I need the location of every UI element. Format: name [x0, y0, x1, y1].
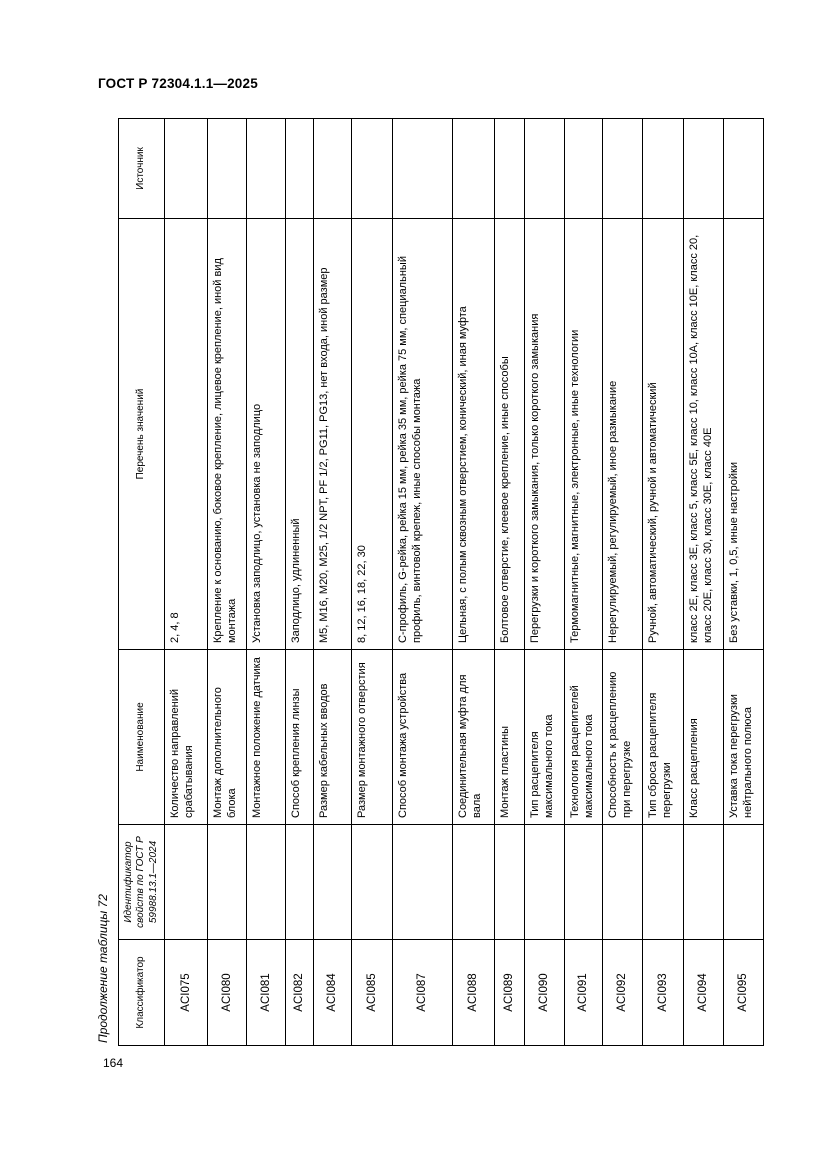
table-row	[352, 119, 393, 1046]
cell-name: Количество направлений срабатывания	[165, 650, 208, 825]
cell-name: Тип сброса расцепителя перегрузки	[643, 650, 684, 825]
cell-source	[453, 119, 495, 219]
cell-classifier: ACI095	[724, 940, 764, 1046]
cell-source	[352, 119, 393, 219]
cell-classifier: ACI092	[603, 940, 643, 1046]
table-row	[495, 119, 525, 1046]
cell-values: 2, 4, 8	[165, 219, 208, 650]
cell-name: Монтаж пластины	[495, 650, 525, 825]
cell-values: С-профиль, G-рейка, рейка 15 мм, рейка 35 мм, рейка 75 мм, специальный профиль, винтовой крепеж, иные способы монтажа	[393, 219, 453, 650]
cell-values: Заподлицо, удлиненный	[286, 219, 314, 650]
cell-identifier	[525, 825, 565, 940]
cell-source	[247, 119, 286, 219]
cell-classifier: ACI081	[247, 940, 286, 1046]
cell-name: Размер кабельных вводов	[314, 650, 352, 825]
cell-values: Нерегулируемый, регулируемый, иное размыкание	[603, 219, 643, 650]
cell-identifier	[393, 825, 453, 940]
table-header-row	[119, 119, 165, 1046]
cell-classifier: ACI085	[352, 940, 393, 1046]
document-header: ГОСТ Р 72304.1.1—2025	[98, 76, 258, 91]
table-row	[393, 119, 453, 1046]
cell-source	[684, 119, 724, 219]
table-row	[643, 119, 684, 1046]
cell-source	[603, 119, 643, 219]
cell-classifier: ACI089	[495, 940, 525, 1046]
cell-values: Термомагнитные, магнитные, электронные, иные технологии	[565, 219, 603, 650]
table-row	[525, 119, 565, 1046]
rotated-table-container	[118, 119, 754, 1046]
cell-classifier: ACI084	[314, 940, 352, 1046]
cell-name: Технология расцепителей максимального тока	[565, 650, 603, 825]
properties-table	[118, 118, 764, 1046]
cell-name: Способ монтажа устройства	[393, 650, 453, 825]
cell-identifier	[643, 825, 684, 940]
cell-classifier: ACI091	[565, 940, 603, 1046]
cell-classifier: ACI093	[643, 940, 684, 1046]
table-row	[208, 119, 247, 1046]
cell-values: класс 2E, класс 3E, класс 5, класс 5E, класс 10, класс 10A, класс 10E, класс 20, класс 20E, класс 30, класс 30E, класс 40E	[684, 219, 724, 650]
cell-name: Соединительная муфта для вала	[453, 650, 495, 825]
cell-classifier: ACI080	[208, 940, 247, 1046]
table-row	[165, 119, 208, 1046]
column-header-values: Перечень значений	[119, 219, 165, 650]
cell-identifier	[208, 825, 247, 940]
cell-source	[495, 119, 525, 219]
cell-identifier	[247, 825, 286, 940]
table-row	[603, 119, 643, 1046]
table-row	[314, 119, 352, 1046]
cell-identifier	[314, 825, 352, 940]
table-row	[565, 119, 603, 1046]
cell-values: Без уставки, 1, 0,5, иные настройки	[724, 219, 764, 650]
cell-classifier: ACI088	[453, 940, 495, 1046]
cell-name: Способность к расцеплению при перегрузке	[603, 650, 643, 825]
cell-identifier	[603, 825, 643, 940]
cell-identifier	[684, 825, 724, 940]
cell-identifier	[724, 825, 764, 940]
column-header-classifier: Классификатор	[119, 940, 165, 1046]
cell-name: Тип расцепителя максимального тока	[525, 650, 565, 825]
cell-identifier	[286, 825, 314, 940]
column-header-name: Наименование	[119, 650, 165, 825]
cell-values: Ручной, автоматический, ручной и автоматический	[643, 219, 684, 650]
table-row	[453, 119, 495, 1046]
cell-name: Класс расцепления	[684, 650, 724, 825]
column-header-source: Источник	[119, 119, 165, 219]
table-row	[684, 119, 724, 1046]
cell-classifier: ACI090	[525, 940, 565, 1046]
cell-source	[314, 119, 352, 219]
cell-name: Размер монтажного отверстия	[352, 650, 393, 825]
table-caption: Продолжение таблицы 72	[96, 894, 110, 1043]
cell-values: Цельная, с полым сквозным отверстием, конический, иная муфта	[453, 219, 495, 650]
table-row	[247, 119, 286, 1046]
cell-identifier	[565, 825, 603, 940]
cell-values: Установка заподлицо, установка не заподлицо	[247, 219, 286, 650]
cell-classifier: ACI082	[286, 940, 314, 1046]
cell-values: Крепление к основанию, боковое крепление, лицевое крепление, иной вид монтажа	[208, 219, 247, 650]
cell-source	[393, 119, 453, 219]
cell-values: 8, 12, 16, 18, 22, 30	[352, 219, 393, 650]
cell-source	[165, 119, 208, 219]
table-row	[724, 119, 764, 1046]
cell-classifier: ACI087	[393, 940, 453, 1046]
cell-classifier: ACI094	[684, 940, 724, 1046]
page-number: 164	[103, 1056, 124, 1070]
cell-values: Перегрузки и короткого замыкания, только короткого замыкания	[525, 219, 565, 650]
cell-source	[525, 119, 565, 219]
cell-source	[643, 119, 684, 219]
cell-source	[565, 119, 603, 219]
cell-classifier: ACI075	[165, 940, 208, 1046]
cell-values: Болтовое отверстие, клеевое крепление, иные способы	[495, 219, 525, 650]
cell-source	[208, 119, 247, 219]
cell-name: Уставка тока перегрузки нейтрального полюса	[724, 650, 764, 825]
cell-source	[724, 119, 764, 219]
table-row	[286, 119, 314, 1046]
cell-name: Способ крепления линзы	[286, 650, 314, 825]
cell-name: Монтаж дополнительного блока	[208, 650, 247, 825]
cell-values: M5, M16, M20, M25, 1/2 NPT, PF 1/2, PG11, PG13, нет входа, иной размер	[314, 219, 352, 650]
cell-identifier	[352, 825, 393, 940]
cell-identifier	[453, 825, 495, 940]
column-header-identifier: Идентификатор свойств по ГОСТ Р 59988.13.1—2024	[119, 825, 165, 940]
cell-source	[286, 119, 314, 219]
cell-identifier	[165, 825, 208, 940]
cell-identifier	[495, 825, 525, 940]
cell-name: Монтажное положение датчика	[247, 650, 286, 825]
